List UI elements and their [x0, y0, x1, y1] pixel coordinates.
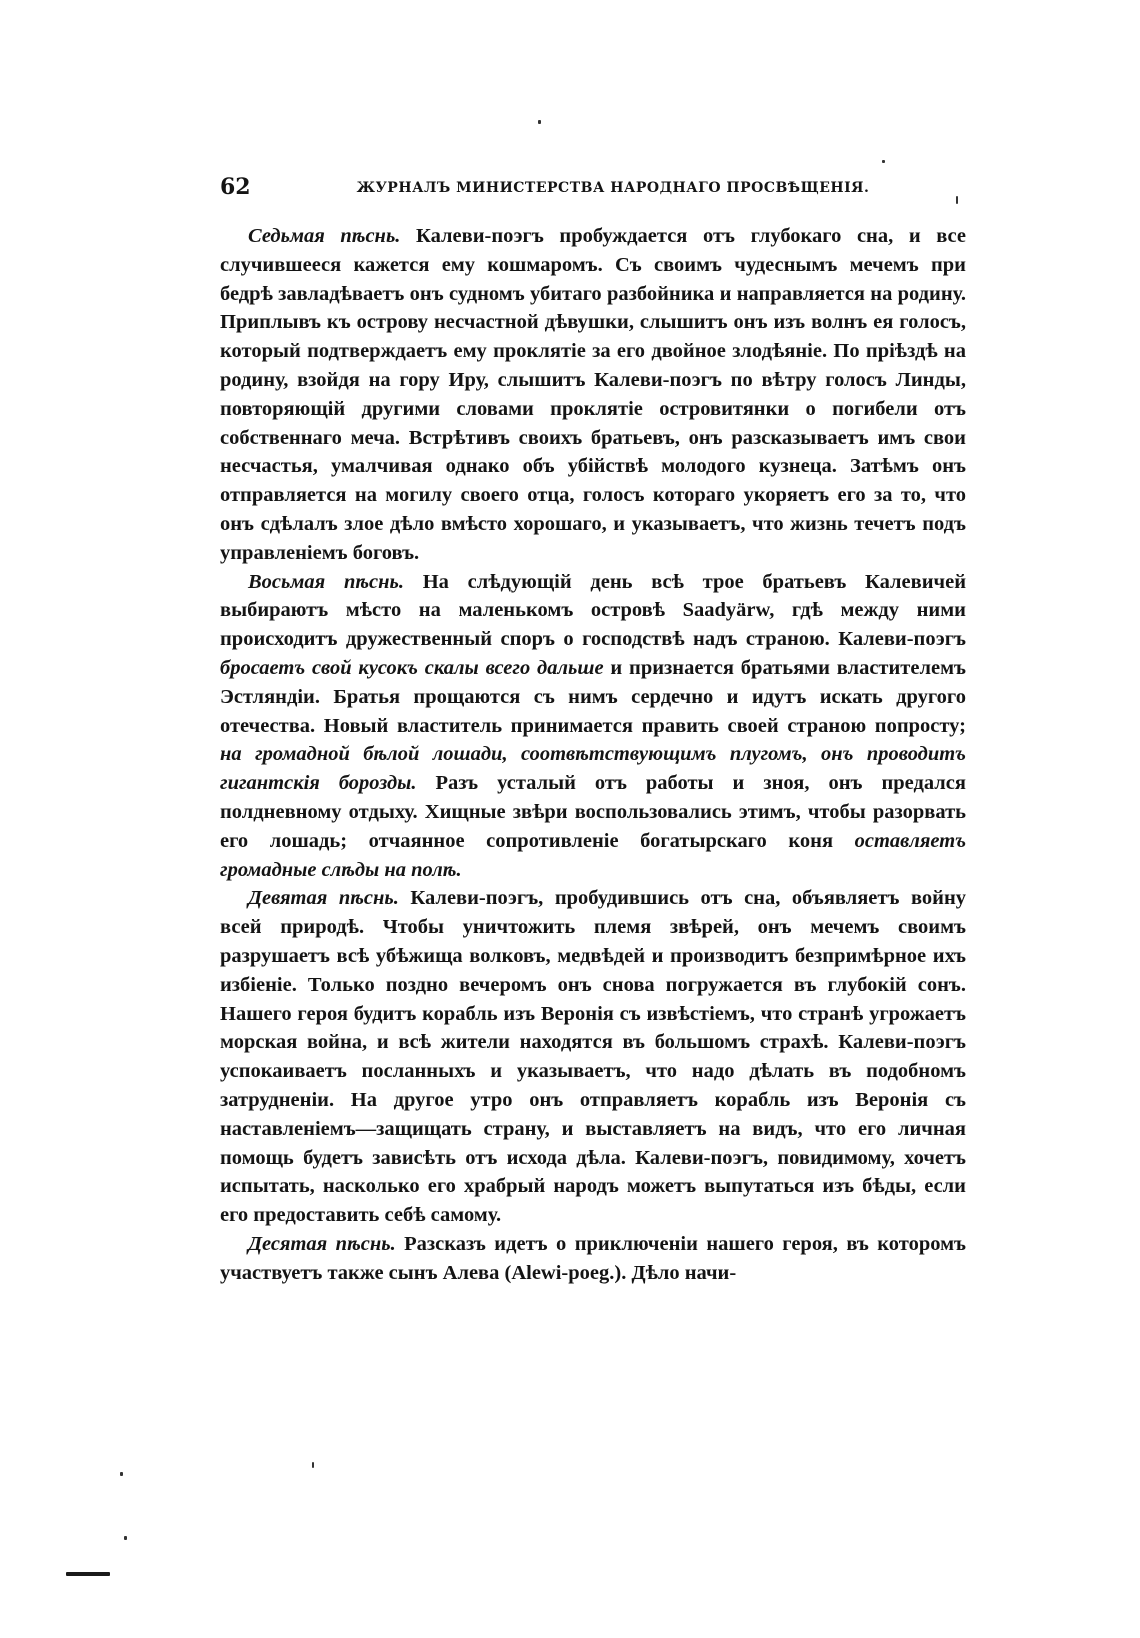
paragraph-text: На слѣдующій день всѣ трое братьевъ Калевичей выбираютъ мѣсто на маленькомъ островѣ Saadyärw, гдѣ между ними происходитъ дружественный споръ о господствѣ надъ страною. Калеви-поэгъ: [220, 570, 966, 651]
page-number: 62: [220, 174, 251, 200]
song-heading: Восьмая пѣснь.: [248, 570, 405, 593]
paragraph-text: и признается братьями властителемъ Эстляндіи. Братья прощаются съ нимъ сердечно и идутъ искать другого отечества. Новый властитель принимается править своей страною попросту;: [220, 656, 966, 737]
scan-speck: [120, 1472, 123, 1476]
paragraph-text: Калеви-поэгъ, пробудившись отъ сна, объявляетъ войну всей природѣ. Чтобы уничтожить племя звѣрей, онъ мечемъ своимъ разрушаетъ всѣ убѣжища волковъ, медвѣдей и производитъ безпримѣрное ихъ избіеніе. Только поздно вечеромъ онъ снова погружается въ глубокій сонъ. Нашего героя будитъ корабль изъ Веронія съ извѣстіемъ, что странѣ угрожаетъ морская война, и всѣ жители находятся въ большомъ страхѣ. Калеви-поэгъ успокаиваетъ посланныхъ и указываетъ, что надо дѣлать въ подобномъ затрудненіи. На другое утро онъ отправляетъ корабль изъ Веронія съ наставленіемъ—защищать страну, и выставляетъ на видъ, что его личная помощь будетъ зависѣть отъ исхода дѣла. Калеви-поэгъ, повидимому, хочетъ испытать, насколько его храбрый народъ можетъ выпутаться изъ бѣды, если его предоставить себѣ самому.: [220, 887, 967, 1227]
scan-edge-mark: [66, 1572, 110, 1576]
scan-speck: [124, 1536, 127, 1540]
emphasis-text: бросаетъ свой кусокъ скалы всего дальше: [220, 656, 604, 679]
song-heading: Девятая пѣснь.: [248, 887, 399, 910]
emphasis-text: на громадной бѣлой лошади, соотвѣтствующимъ плугомъ, онъ проводитъ гигантскія борозды.: [220, 743, 966, 795]
running-title: ЖУРНАЛЪ МИНИСТЕРСТВА НАРОДНАГО ПРОСВѢЩЕНІЯ.: [356, 180, 870, 196]
scan-speck: [538, 120, 541, 124]
song-heading: Десятая пѣснь.: [248, 1232, 396, 1255]
paragraph-text: Разъ усталый отъ работы и зноя, онъ предался полдневному отдыху. Хищные звѣри воспользовались этимъ, чтобы разорвать его лошадь; отчаянное сопротивленіе богатырскаго коня: [220, 772, 966, 852]
paragraph-text: Разсказъ идетъ о приключеніи нашего героя, въ которомъ участвуетъ также сынъ Алева (Alewi-poeg.). Дѣло начи-: [220, 1232, 967, 1284]
scan-speck: [882, 160, 885, 163]
scan-speck: [312, 1462, 314, 1468]
page-header: [220, 174, 966, 204]
paragraph-song-seven: [220, 222, 966, 568]
paragraph-song-ten: [220, 1230, 966, 1288]
paragraph-text: Калеви-поэгъ пробуждается отъ глубокаго сна, и все случившееся кажется ему кошмаромъ. Съ своимъ чудеснымъ мечемъ при бедрѣ завладѣваетъ онъ судномъ убитаго разбойника и направляется на родину. Приплывъ къ острову несчастной дѣвушки, слышитъ онъ изъ волнъ ея голосъ, который подтверждаетъ ему проклятіе за его двойное злодѣяніе. По пріѣздѣ на родину, взойдя на гору Иру, слышитъ Калеви-поэгъ по вѣтру голосъ Линды, повторяющій другими словами проклятіе островитянки о погибели отъ собственнаго меча. Встрѣтивъ своихъ братьевъ, онъ разсказываетъ имъ свои несчастья, умалчивая однако объ убійствѣ молодого кузнеца. Затѣмъ онъ отправляется на могилу своего отца, голосъ котораго укоряетъ его за то, что онъ сдѣлалъ злое дѣло вмѣсто хорошаго, и указываетъ, что жизнь течетъ подъ управленіемъ боговъ.: [220, 225, 966, 564]
paragraph-song-nine: [220, 884, 966, 1230]
paragraph-song-eight: [220, 568, 966, 885]
emphasis-text: оставляетъ громадные слѣды на полѣ.: [220, 829, 966, 881]
body-text: [220, 222, 966, 1287]
song-heading: Седьмая пѣснь.: [248, 225, 401, 247]
